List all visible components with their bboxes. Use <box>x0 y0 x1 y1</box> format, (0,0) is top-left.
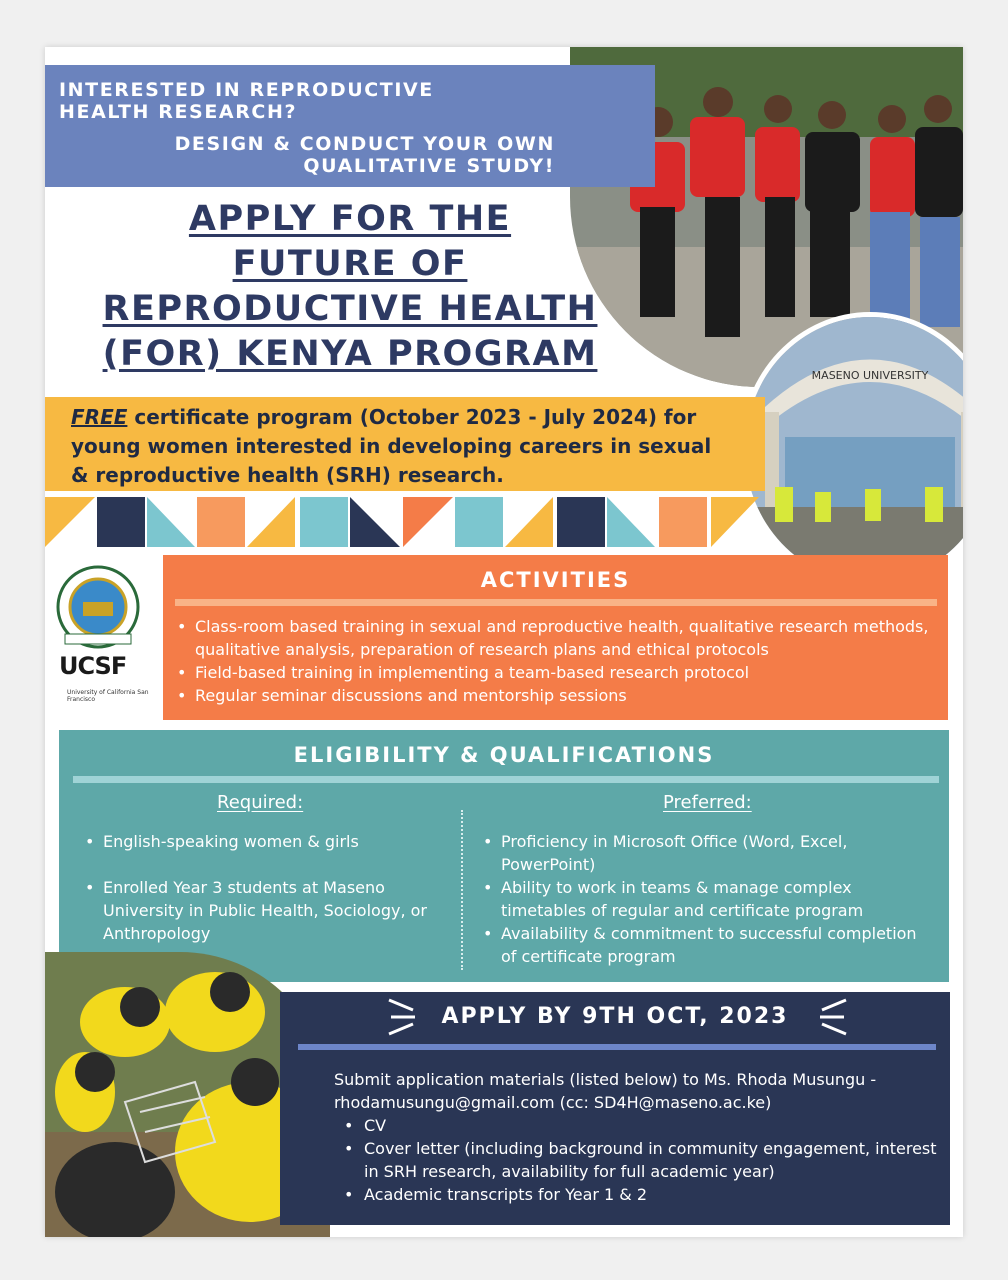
required-heading: Required: <box>217 792 304 813</box>
preferred-list <box>481 830 921 968</box>
program-summary-band <box>45 397 765 491</box>
list-item: • Proficiency in Microsoft Office (Word, Excel, PowerPoint) <box>481 830 921 876</box>
list-item: • Enrolled Year 3 students at Maseno University in Public Health, Sociology, or Anthropology <box>83 876 453 945</box>
list-item: • Academic transcripts for Year 1 & 2 <box>334 1183 940 1206</box>
list-item: • CV <box>334 1114 940 1137</box>
flyer-page <box>45 47 963 1237</box>
list-item: • Cover letter (including background in community engagement, interest in SRH research, availability for full academic year) <box>334 1137 940 1183</box>
application-materials-list <box>334 1114 940 1206</box>
list-item: • Field-based training in implementing a team-based research protocol <box>175 661 945 684</box>
ucsf-logo: UCSF <box>59 652 127 680</box>
column-divider <box>461 810 463 970</box>
title-line-2: FUTURE OF <box>232 244 468 284</box>
eligibility-heading: ELIGIBILITY & QUALIFICATIONS <box>293 743 715 767</box>
eligibility-section <box>59 730 949 982</box>
banner-question: INTERESTED IN REPRODUCTIVE HEALTH RESEARCH? <box>59 79 434 123</box>
program-summary <box>71 403 731 490</box>
gate-sign-text: MASENO UNIVERSITY <box>811 369 929 382</box>
activities-divider <box>175 599 937 606</box>
required-list <box>83 830 453 945</box>
apply-instructions-text: Submit application materials (listed below) to Ms. Rhoda Musungu - rhodamusungu@gmail.com (cc: SD4H@maseno.ac.ke) <box>334 1070 877 1112</box>
preferred-heading: Preferred: <box>663 792 752 813</box>
decorative-pattern-strip <box>45 497 765 547</box>
activities-list <box>175 615 945 707</box>
title-line-3: REPRODUCTIVE HEALTH <box>102 289 598 329</box>
activities-section <box>163 555 948 720</box>
eligibility-divider <box>73 776 939 783</box>
list-item: • English-speaking women & girls <box>83 830 453 853</box>
apply-deadline-heading: APPLY BY 9TH OCT, 2023 <box>441 1004 789 1029</box>
ucsf-subtitle: University of California San Francisco <box>67 689 149 703</box>
list-item: • Class-room based training in sexual and reproductive health, qualitative research methods, qualitative analysis, preparation of research plans and ethical protocols <box>175 615 945 661</box>
title-line-4: (FOR) KENYA PROGRAM <box>102 334 598 374</box>
program-summary-text: certificate program (October 2023 - July 2024) for young women interested in developing careers in sexual & reproductive health (SRH) research. <box>71 405 712 487</box>
list-item: • Ability to work in teams & manage complex timetables of regular and certificate program <box>481 876 921 922</box>
header-banner <box>45 65 655 187</box>
apply-instructions <box>334 1068 940 1206</box>
list-item: • Regular seminar discussions and mentorship sessions <box>175 684 945 707</box>
apply-divider <box>298 1044 936 1050</box>
title-line-1: APPLY FOR THE <box>188 199 512 239</box>
apply-section <box>280 992 950 1225</box>
list-item: • Availability & commitment to successful completion of certificate program <box>481 922 921 968</box>
banner-callout: DESIGN & CONDUCT YOUR OWN QUALITATIVE STUDY! <box>174 133 555 177</box>
activities-heading: ACTIVITIES <box>480 568 631 592</box>
page-title <box>55 197 645 377</box>
free-label: FREE <box>71 405 128 429</box>
